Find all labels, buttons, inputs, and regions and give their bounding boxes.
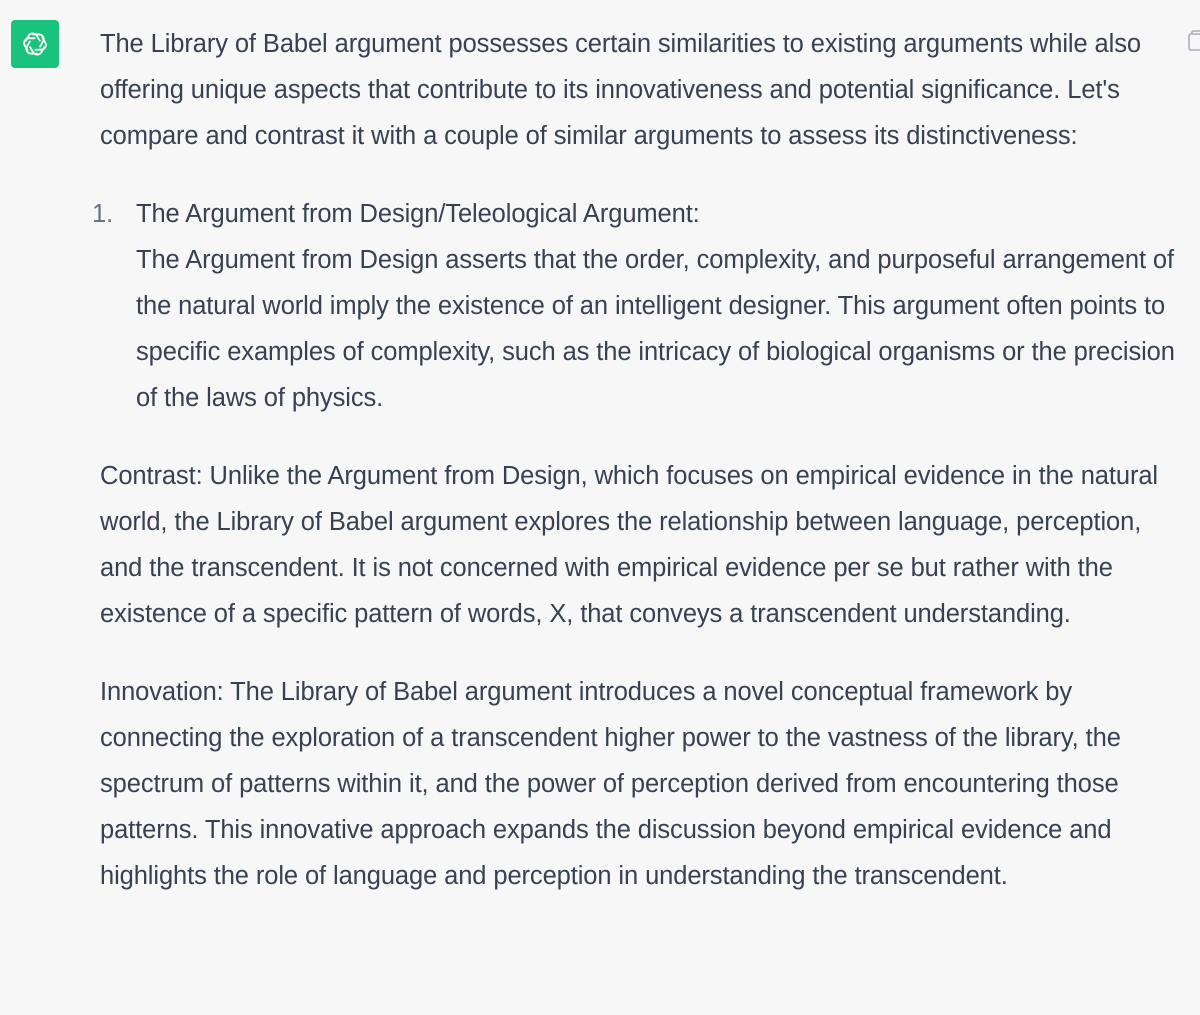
intro-paragraph: The Library of Babel argument possesses certain similarities to existing arguments while also offering unique aspects that contribute to its innovativeness and potential significance. Let's compare and contrast it with a couple of similar arguments to assess its distinctiveness: <box>100 30 1141 150</box>
list-item <box>92 191 1180 421</box>
assistant-avatar <box>11 20 59 68</box>
innovation-paragraph: Innovation: The Library of Babel argument introduces a novel conceptual framework by connecting the exploration of a transcendent higher power to the vastness of the library, the spectrum of patterns within it, and the power of perception derived from encountering those patterns. This innovative approach expands the discussion beyond empirical evidence and highlights the role of language and perception in understanding the transcendent. <box>100 678 1121 890</box>
message-content <box>92 21 1180 899</box>
contrast-paragraph: Contrast: Unlike the Argument from Design, which focuses on empirical evidence in the natural world, the Library of Babel argument explores the relationship between language, perception, and the transcendent. It is not concerned with empirical evidence per se but rather with the existence of a specific pattern of words, X, that conveys a transcendent understanding. <box>100 462 1158 628</box>
list-item-title: The Argument from Design/Teleological Argument: <box>136 200 700 228</box>
list-number: 1. <box>92 200 114 228</box>
copy-button[interactable] <box>1188 30 1200 52</box>
list-item-body: The Argument from Design asserts that the order, complexity, and purposeful arrangement of the natural world imply the existence of an intelligent designer. This argument often points to specific examples of complexity, such as the intricacy of biological organisms or the precision of the laws of physics. <box>136 246 1175 412</box>
openai-logo-icon <box>19 28 51 60</box>
argument-list <box>92 191 1180 421</box>
copy-icon <box>1188 30 1200 52</box>
